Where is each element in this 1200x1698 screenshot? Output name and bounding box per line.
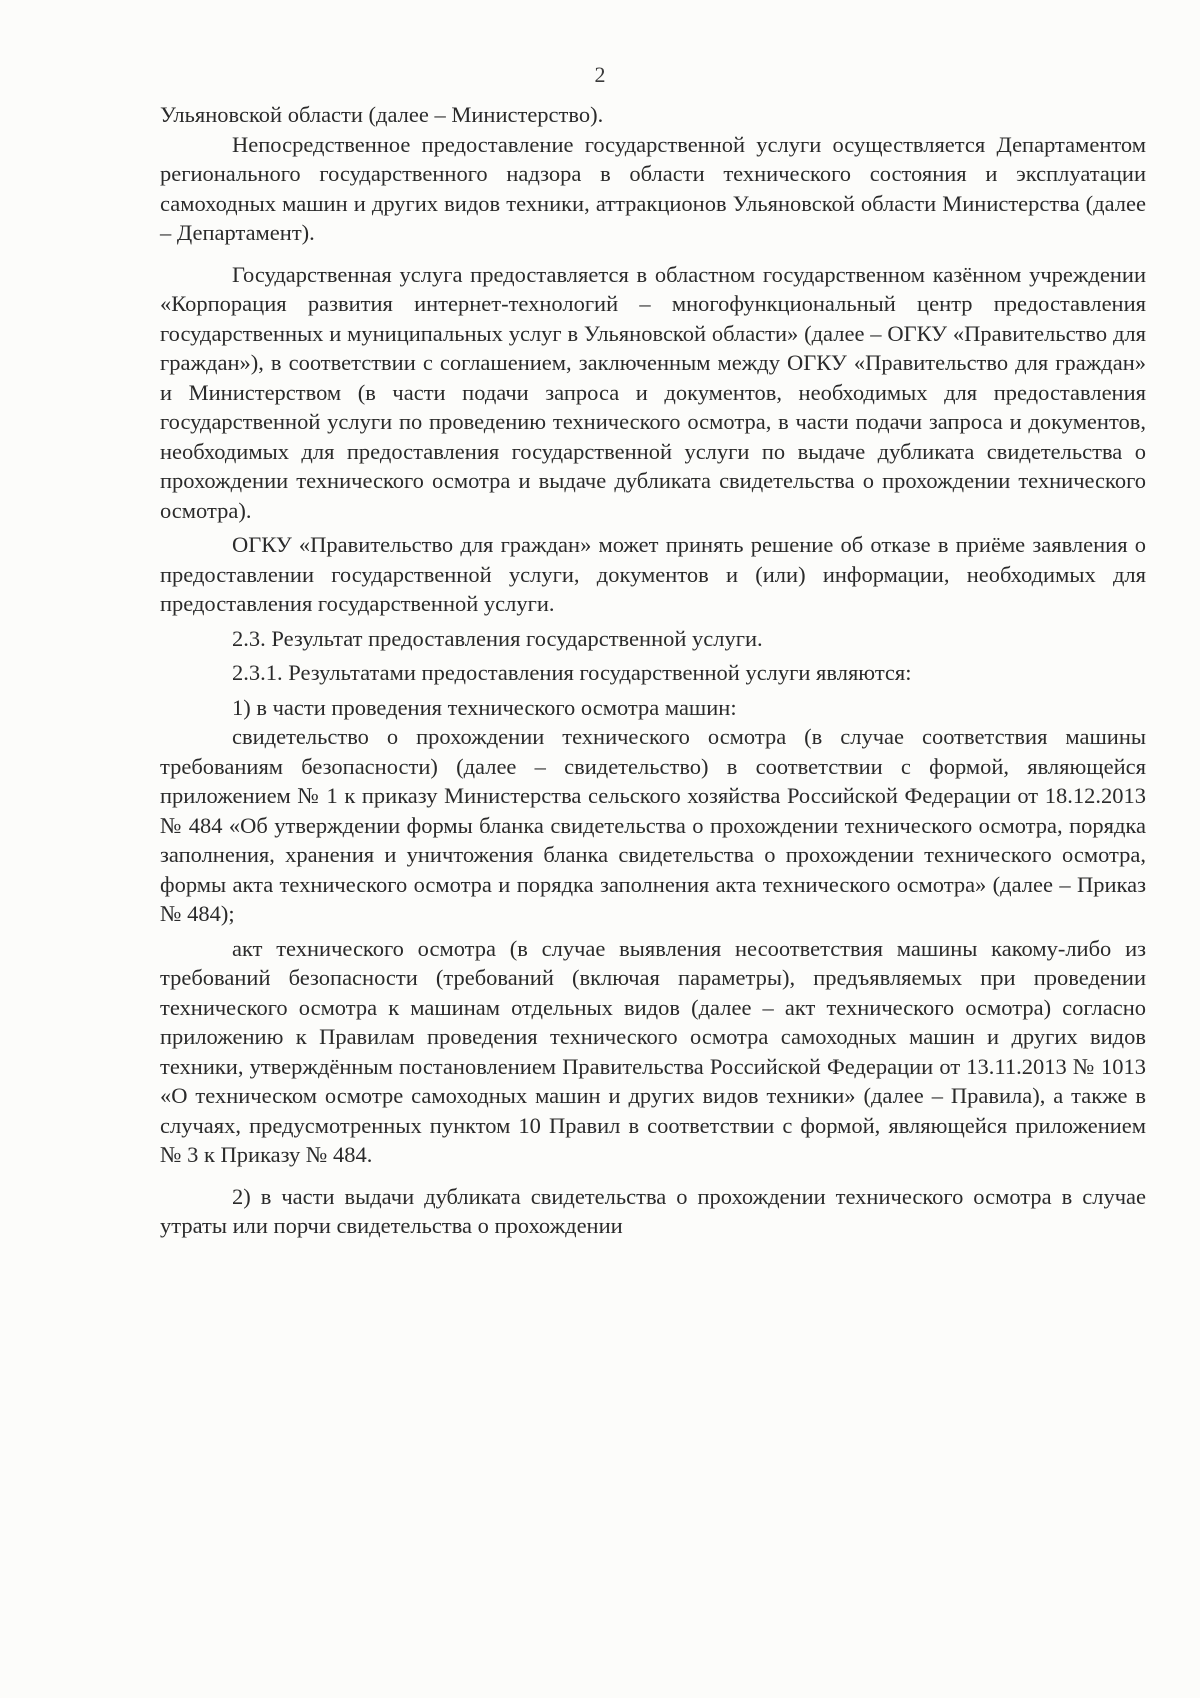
paragraph: Непосредственное предоставление государственной услуги осуществляется Департаментом регионального государственного надзора в области технического состояния и эксплуатации самоходных машин и других видов техники, аттракционов Ульяновской области Министерства (далее – Департамент).: [160, 131, 1146, 245]
paragraph: Государственная услуга предоставляется в областном государственном казённом учреждении «Корпорация развития интернет-технологий – многофункциональный центр предоставления государственных и муниципальных услуг в Ульяновской области» (далее – ОГКУ «Правительство для граждан»), в соответствии с соглашением, заключенным между ОГКУ «Правительство для граждан» и Министерством (в части подачи запроса и документов, необходимых для предоставления государственной услуги по проведению технического осмотра, в части подачи запроса и документов, необходимых для предоставления государственной услуги по выдаче дубликата свидетельства о прохождении технического осмотра и выдаче дубликата свидетельства о прохождении технического осмотра).: [160, 261, 1146, 523]
page-number: 2: [594, 62, 606, 87]
list-item: 2) в части выдачи дубликата свидетельства о прохождении технического осмотра в случае утраты или порчи свидетельства о прохождении: [160, 1183, 1146, 1238]
paragraph: ОГКУ «Правительство для граждан» может принять решение об отказе в приёме заявления о предоставлении государственной услуги, документов и (или) информации, необходимых для предоставления государственной услуги.: [160, 532, 1146, 616]
section-heading: 2.3. Результат предоставления государственной услуги.: [232, 625, 763, 651]
paragraph: свидетельство о прохождении технического осмотра (в случае соответствия машины требованиям безопасности) (далее – свидетельство) в соответствии с формой, являющейся приложением № 1 к приказу Министерства сельского хозяйства Российской Федерации от 18.12.2013 № 484 «Об утверждении формы бланка свидетельства о прохождении технического осмотра, порядка заполнения, хранения и уничтожения бланка свидетельства о прохождении технического осмотра, формы акта технического осмотра и порядка заполнения акта технического осмотра» (далее – Приказ № 484);: [160, 724, 1146, 926]
document-body: [160, 100, 1146, 1241]
paragraph: 2.3.1. Результатами предоставления государственной услуги являются:: [232, 660, 912, 685]
paragraph: акт технического осмотра (в случае выявления несоответствия машины какому-либо из требований безопасности (требований (включая параметры), предъявляемых при проведении технического осмотра к машинам отдельных видов (далее – акт технического осмотра) согласно приложению к Правилам проведения технического осмотра самоходных машин и других видов техники, утверждённым постановлением Правительства Российской Федерации от 13.11.2013 № 1013 «О техническом осмотре самоходных машин и других видов техники» (далее – Правила), а также в случаях, предусмотренных пунктом 10 Правил в соответствии с формой, являющейся приложением № 3 к Приказу № 484.: [160, 935, 1146, 1167]
paragraph: Ульяновской области (далее – Министерство).: [160, 102, 604, 127]
list-item: 1) в части проведения технического осмотра машин:: [232, 694, 737, 720]
